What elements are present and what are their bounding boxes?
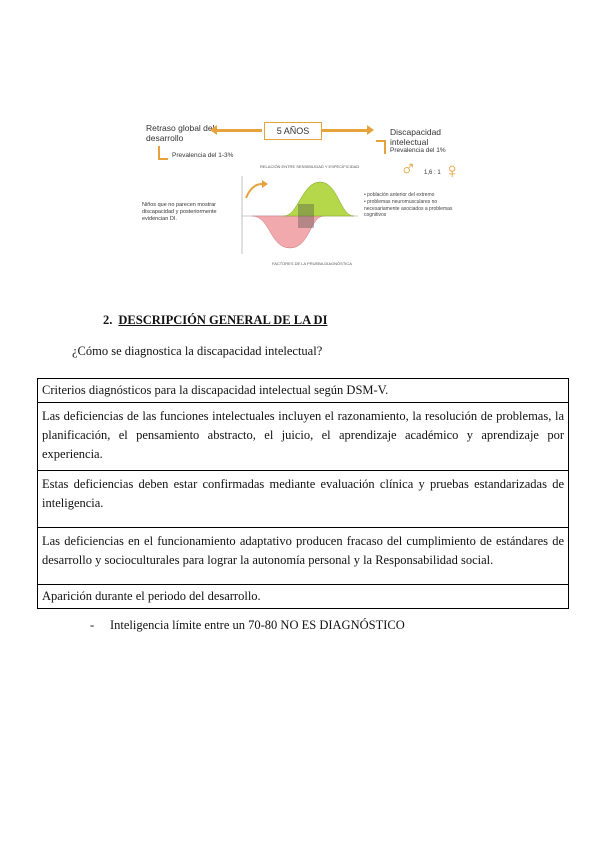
table-cell: Las deficiencias de las funciones intelectuales incluyen el razonamiento, la resolución de problemas, la planificación, el pensamiento abstracto, el juicio, el aprendizaje académico y aprendizaje por experiencia. (38, 403, 569, 471)
section-number: 2. (103, 313, 113, 327)
arrow-right-icon (322, 129, 368, 132)
intellectual-disability-prevalence: Prevalencia del 1% (390, 147, 446, 154)
male-symbol-icon: ♂ (400, 156, 417, 181)
figure-bullet-item: • población anterior del extremo (364, 192, 435, 198)
dsm-criteria-table (37, 378, 569, 609)
age-box: 5 AÑOS (264, 122, 322, 140)
curved-arrow-head (262, 180, 268, 188)
infographic-figure (124, 110, 476, 270)
intellectual-disability-title: Discapacidad intelectual (390, 127, 442, 147)
sensitivity-chart-graphic (232, 168, 362, 262)
table-row (38, 379, 569, 403)
global-delay-title: Retraso global del desarrollo (146, 123, 215, 143)
table-cell: Estas deficiencias deben estar confirmadas mediante evaluación clínica y pruebas estandarizadas de inteligencia. (38, 471, 569, 528)
right-bracket-arrow (376, 140, 386, 154)
table-row (38, 585, 569, 609)
global-delay-prevalence: Prevalencia del 1-3% (172, 152, 234, 159)
table-header-cell: Criterios diagnósticos para la discapacidad intelectual según DSM-V. (38, 379, 569, 403)
table-cell: Las deficiencias en el funcionamiento adaptativo producen fracaso del cumplimiento de estándares de desarrollo y socioculturales para lograr la autonomía personal y la Responsabilidad social. (38, 528, 569, 585)
list-dash: - (90, 618, 95, 632)
figure-bullets (364, 192, 474, 219)
chart-title: RELACIÓN ENTRE SENSIBILIDAD Y ESPECIFICIDAD (260, 164, 360, 169)
overlap-region (298, 204, 314, 228)
left-bracket-arrow (158, 146, 168, 160)
chart-footer: FACTORES DE LA PRUEBA DIAGNÓSTICA (272, 261, 352, 266)
borderline-intelligence-note (90, 618, 405, 633)
sex-ratio: 1,6 : 1 (424, 170, 441, 176)
note-text: Inteligencia límite entre un 70-80 NO ES DIAGNÓSTICO (110, 618, 405, 632)
table-row (38, 528, 569, 585)
positive-curve-area (284, 182, 354, 216)
female-symbol-icon: ♀ (444, 158, 461, 183)
section-title: DESCRIPCIÓN GENERAL DE LA DI (118, 313, 328, 327)
children-note: Niños que no parecen mostrar discapacidad y posteriormente evidencian DI. (142, 202, 217, 223)
diagnosis-question: ¿Cómo se diagnostica la discapacidad intelectual? (72, 344, 323, 358)
table-row (38, 403, 569, 471)
section-heading (103, 313, 327, 328)
curved-arrow-icon (246, 184, 262, 198)
table-row (38, 471, 569, 528)
figure-bullet-item: • problemas neuromusculares no necesariamente asociados a problemas cognitivos (364, 198, 453, 219)
arrow-left-icon (216, 129, 262, 132)
table-cell: Aparición durante el periodo del desarrollo. (38, 585, 569, 609)
